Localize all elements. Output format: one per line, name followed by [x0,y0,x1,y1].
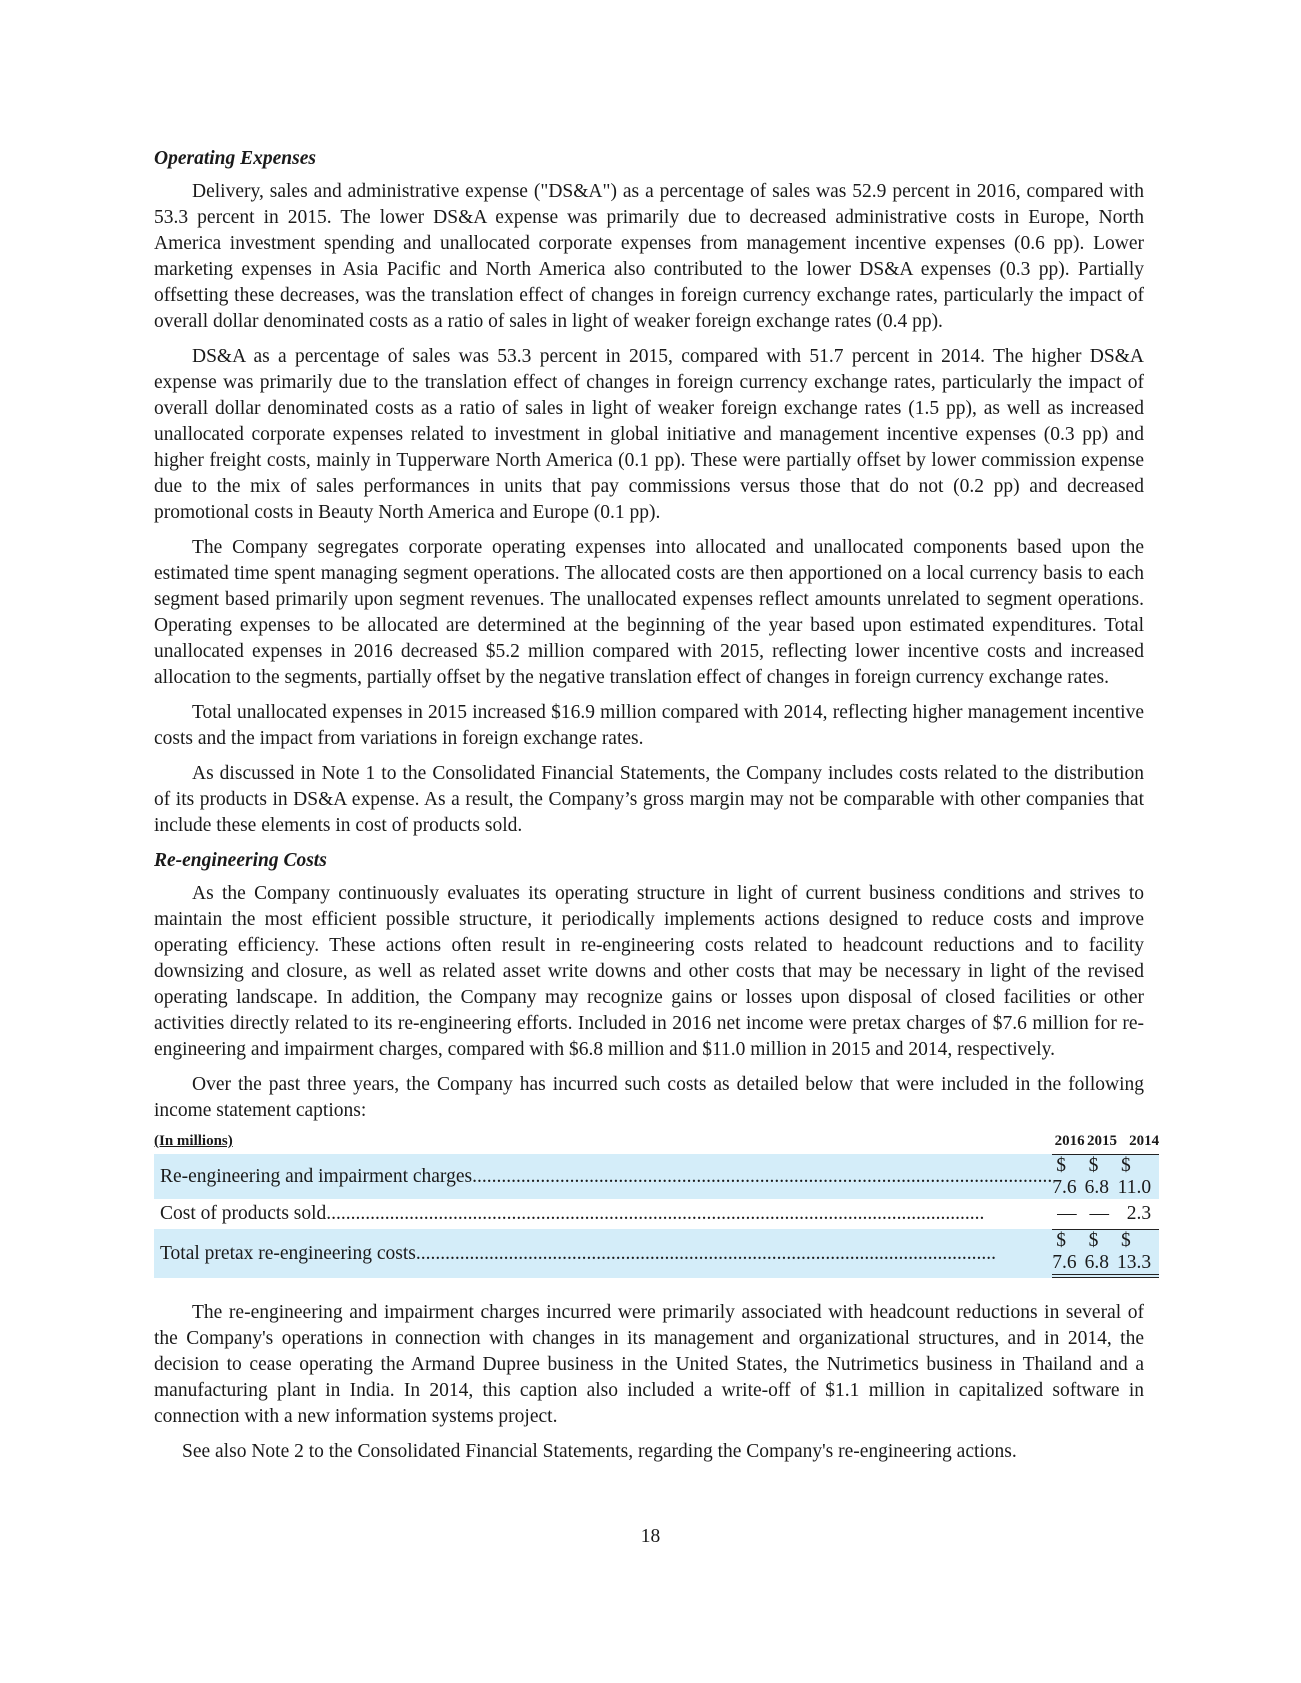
cell-2016: $ 7.6 [1052,1154,1084,1199]
paragraph: See also Note 2 to the Consolidated Financial Statements, regarding the Company's re-engineering actions. [182,1441,1017,1462]
section-heading-operating-expenses: Operating Expenses [154,148,316,169]
cell-2015: $ 6.8 [1085,1229,1117,1278]
cell-2016: $ 7.6 [1052,1229,1084,1278]
paragraph: DS&A as a percentage of sales was 53.3 percent in 2015, compared with 51.7 percent in 2014. The higher DS&A expense was primarily due to the translation effect of changes in foreign currency exchange rates, particularly the impact of overall dollar denominated costs as a ratio of sales in light of weaker foreign exchange rates (1.5 pp), as well as increased unallocated corporate expenses related to investment in global initiative and management incentive expenses (0.3 pp) and higher freight costs, mainly in Tupperware North America (0.1 pp). These were partially offset by lower commission expense due to the mix of sales performances in units that pay commissions versus those that do not (0.2 pp) and decreased promotional costs in Beauty North America and Europe (0.1 pp). [154,346,1144,523]
paragraph: Delivery, sales and administrative expense ("DS&A") as a percentage of sales was 52.9 percent in 2016, compared with 53.3 percent in 2015. The lower DS&A expense was primarily due to decreased administrative costs in Europe, North America investment spending and unallocated corporate expenses from management incentive expenses (0.6 pp). Lower marketing expenses in Asia Pacific and North America also contributed to the lower DS&A expenses (0.3 pp). Partially offsetting these decreases, was the translation effect of changes in foreign currency exchange rates, particularly the impact of overall dollar denominated costs as a ratio of sales in light of weaker foreign exchange rates (0.4 pp). [154,181,1144,332]
paragraph: The Company segregates corporate operating expenses into allocated and unallocated components based upon the estimated time spent managing segment operations. The allocated costs are then apportioned on a local currency basis to each segment based primarily upon segment revenues. The unallocated expenses reflect amounts unrelated to segment operations. Operating expenses to be allocated are determined at the beginning of the year based upon estimated expenditures. Total unallocated expenses in 2016 decreased $5.2 million compared with 2015, reflecting lower incentive costs and increased allocation to the segments, partially offset by the negative translation effect of changes in foreign currency exchange rates. [154,537,1144,688]
paragraph: As discussed in Note 1 to the Consolidated Financial Statements, the Company includes costs related to the distribution of its products in DS&A expense. As a result, the Company’s gross margin may not be comparable with other companies that include these elements in cost of products sold. [154,763,1144,836]
table-row [154,1199,1159,1229]
table-header-row [154,1133,1159,1154]
cell-2015: — [1089,1203,1109,1224]
table-header-2016: 2016 [1054,1133,1085,1149]
table-row-total [154,1229,1159,1278]
table-header-2015: 2015 [1086,1133,1117,1149]
paragraph: Over the past three years, the Company has incurred such costs as detailed below that were included in the following income statement captions: [154,1074,1144,1121]
re-engineering-costs-table [154,1133,1160,1278]
section-heading-re-engineering-costs: Re-engineering Costs [154,850,327,871]
table-header-label: (In millions) [154,1133,233,1149]
cell-2015: $ 6.8 [1085,1154,1117,1199]
cell-2014: 2.3 [1126,1203,1152,1224]
cell-2016: — [1057,1203,1077,1224]
paragraph: Total unallocated expenses in 2015 increased $16.9 million compared with 2014, reflecting higher management incentive costs and the impact from variations in foreign exchange rates. [154,702,1144,749]
row-label: Re-engineering and impairment charges....................................................................................................................... [154,1154,1052,1199]
table-header-2014: 2014 [1129,1133,1160,1149]
cell-2014: $ 13.3 [1117,1229,1159,1278]
row-label: Total pretax re-engineering costs....................................................................................................................... [154,1229,1052,1278]
table-row [154,1154,1159,1199]
cell-2014: $ 11.0 [1117,1154,1159,1199]
row-label: Cost of products sold....................................................................................................................................... [160,1203,985,1224]
page-content [154,146,1160,1474]
page-number: 18 [640,1526,661,1547]
paragraph: As the Company continuously evaluates its operating structure in light of current business conditions and strives to maintain the most efficient possible structure, it periodically implements actions designed to reduce costs and improve operating efficiency. These actions often result in re-engineering costs related to headcount reductions and to facility downsizing and closure, as well as related asset write downs and other costs that may be necessary in light of the revised operating landscape. In addition, the Company may recognize gains or losses upon disposal of closed facilities or other activities directly related to its re-engineering efforts. Included in 2016 net income were pretax charges of $7.6 million for re-engineering and impairment charges, compared with $6.8 million and $11.0 million in 2015 and 2014, respectively. [154,883,1144,1060]
costs-table [154,1133,1159,1278]
paragraph: The re-engineering and impairment charges incurred were primarily associated with headcount reductions in several of the Company's operations in connection with changes in its management and organizational structures, and in 2014, the decision to cease operating the Armand Dupree business in the United States, the Nutrimetics business in Thailand and a manufacturing plant in India. In 2014, this caption also included a write-off of $1.1 million in capitalized software in connection with a new information systems project. [154,1302,1144,1427]
